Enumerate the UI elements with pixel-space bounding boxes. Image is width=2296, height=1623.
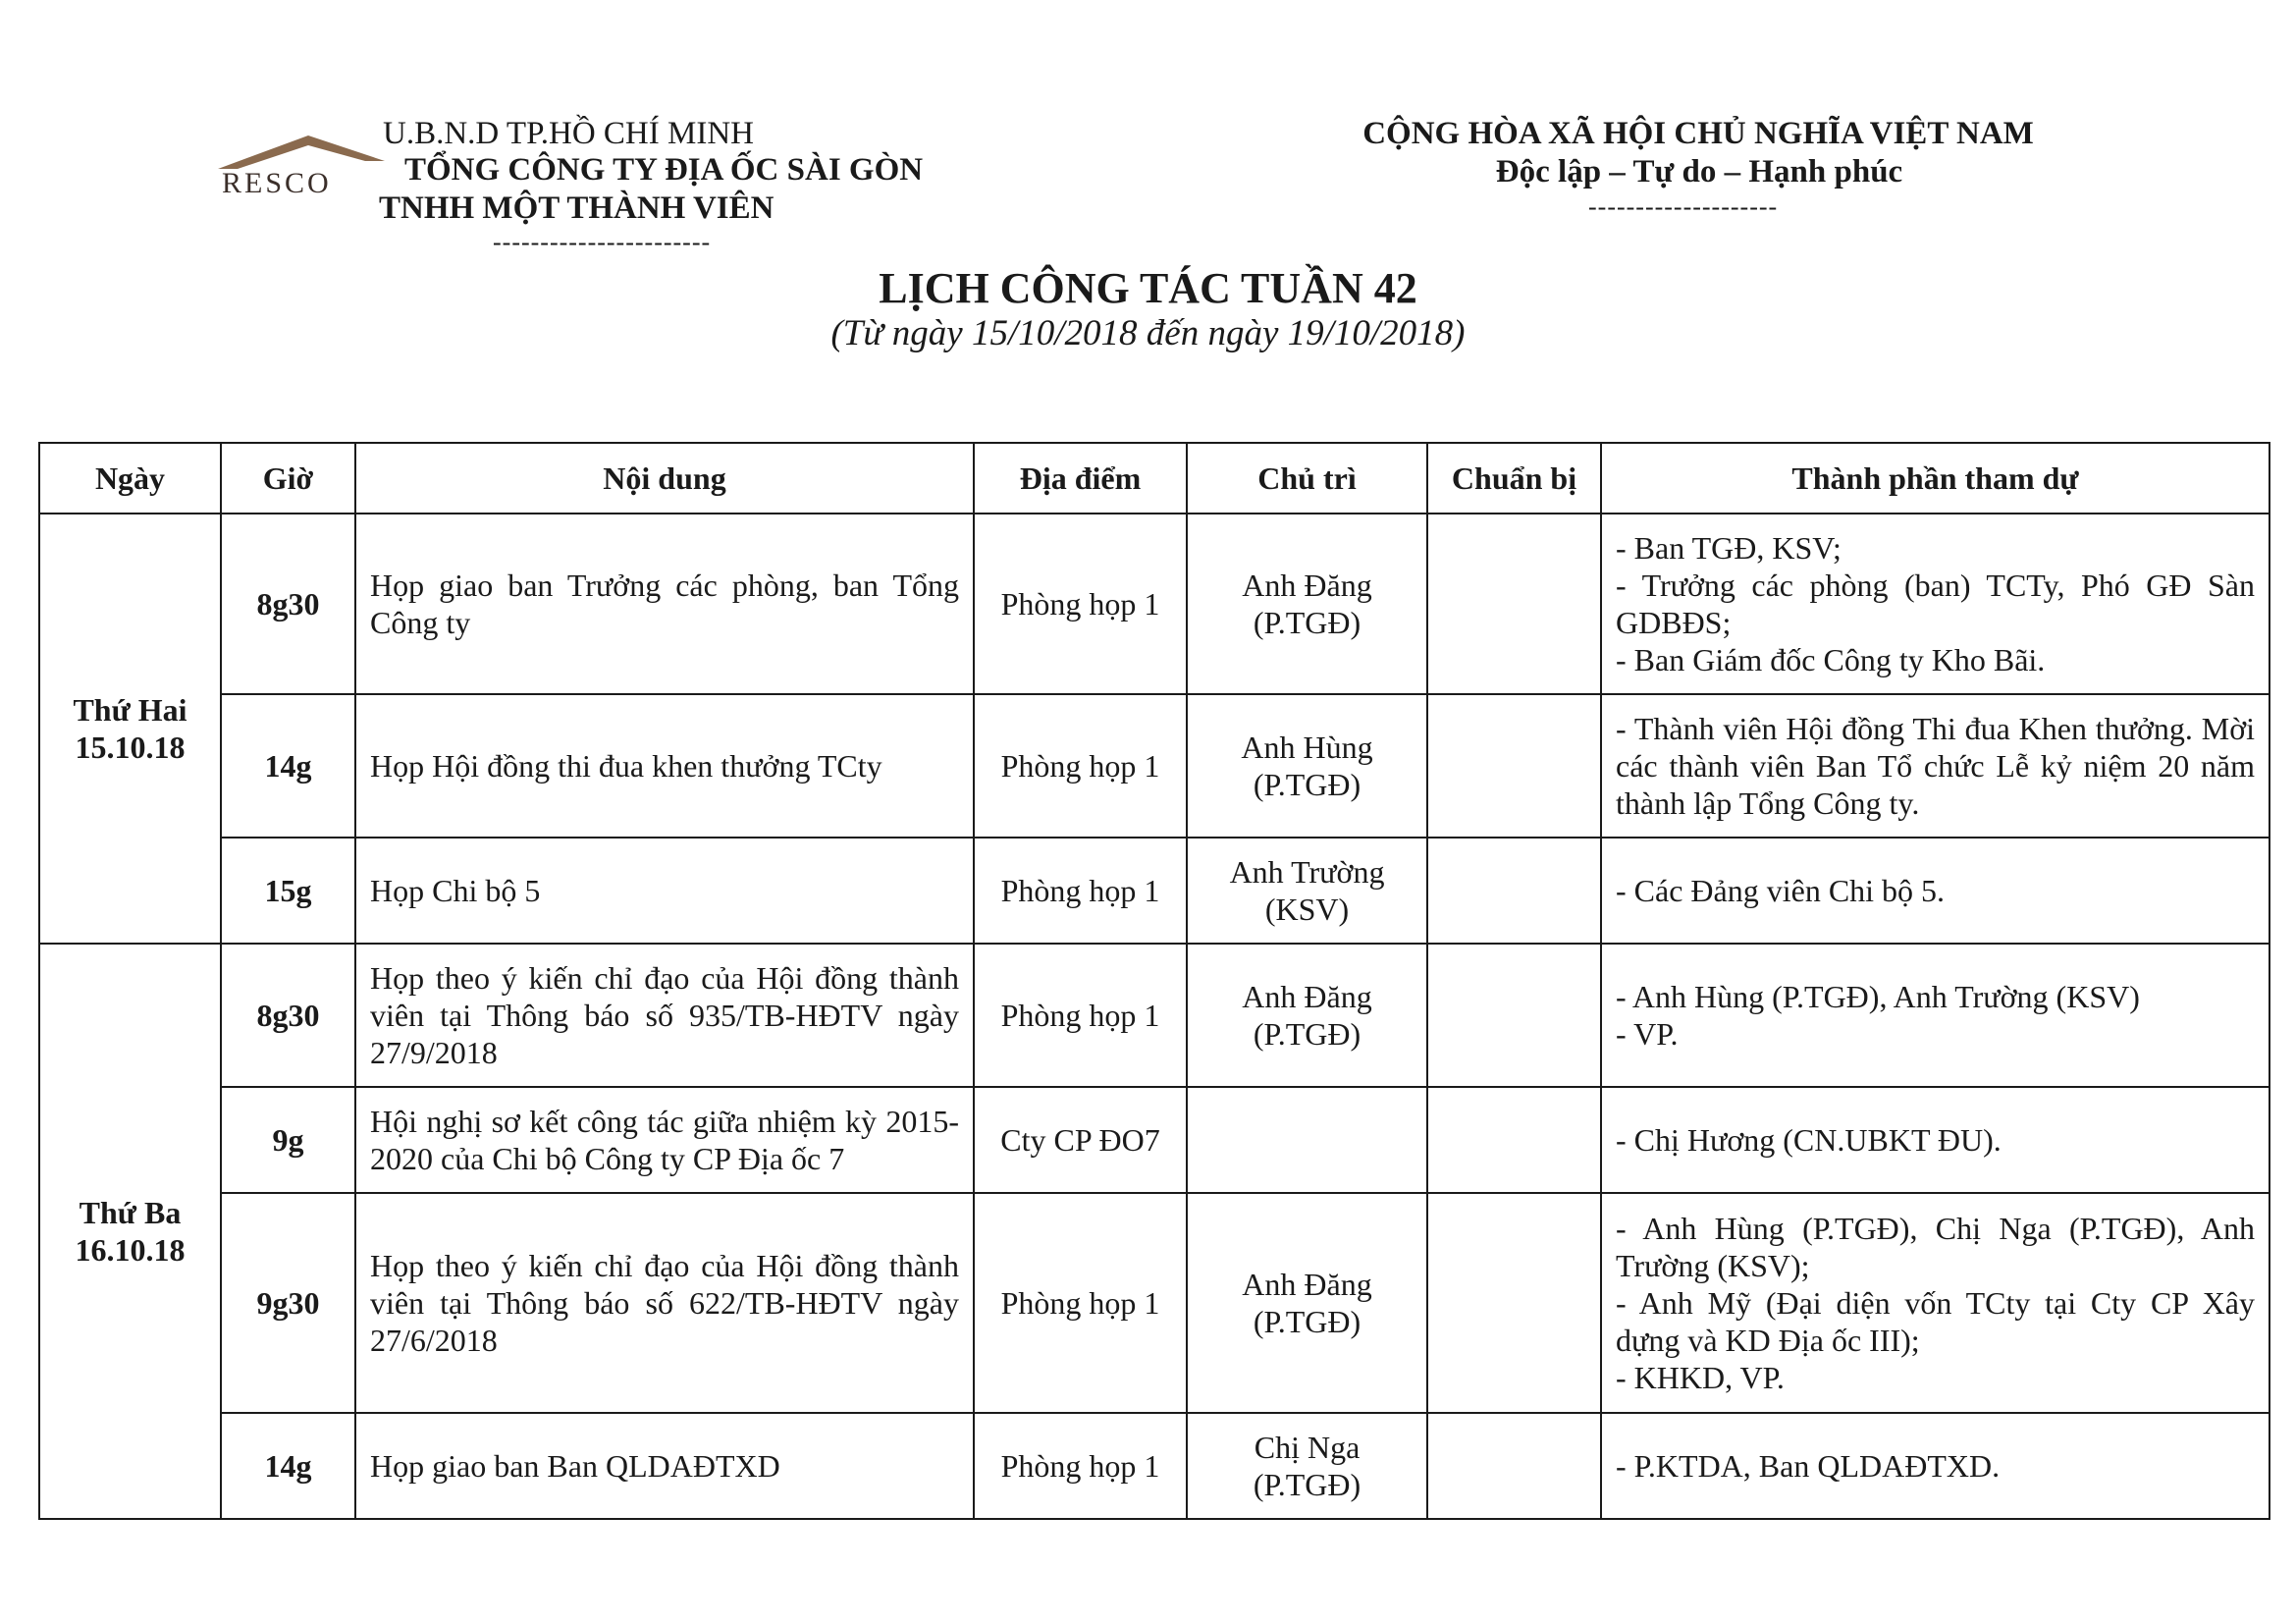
chair-role: (P.TGĐ) — [1253, 1016, 1362, 1052]
chair-role: (P.TGĐ) — [1253, 767, 1362, 802]
attendees-cell — [1601, 1087, 2269, 1193]
place-cell: Phòng họp 1 — [974, 1193, 1187, 1413]
place-cell: Phòng họp 1 — [974, 694, 1187, 838]
chair-role: (P.TGĐ) — [1253, 1304, 1362, 1339]
place-cell: Phòng họp 1 — [974, 514, 1187, 694]
place-cell: Cty CP ĐO7 — [974, 1087, 1187, 1193]
page-subtitle: (Từ ngày 15/10/2018 đến ngày 19/10/2018) — [830, 313, 1466, 353]
attendees-cell — [1601, 694, 2269, 838]
day-date: 16.10.18 — [75, 1232, 186, 1268]
chair-name: Anh Trường — [1229, 854, 1385, 890]
content-cell: Họp theo ý kiến chỉ đạo của Hội đồng thành viên tại Thông báo số 622/TB-HĐTV ngày 27/6/2018 — [355, 1193, 974, 1413]
attendee-line: - Ban TGĐ, KSV; — [1616, 530, 1842, 566]
header-content: Nội dung — [355, 443, 974, 514]
attendees-cell — [1601, 838, 2269, 944]
content-cell: Hội nghị sơ kết công tác giữa nhiệm kỳ 2015-2020 của Chi bộ Công ty CP Địa ốc 7 — [355, 1087, 974, 1193]
svg-text:RESCO: RESCO — [222, 167, 332, 194]
chair-role: (KSV) — [1264, 892, 1350, 927]
time-cell: 8g30 — [221, 514, 355, 694]
attendees-cell — [1601, 1193, 2269, 1413]
chair-name: Anh Đăng — [1242, 568, 1372, 603]
day-cell — [39, 944, 221, 1519]
attendee-line: - Anh Hùng (P.TGĐ), Anh Trường (KSV) — [1616, 979, 2140, 1014]
attendee-line: - Anh Hùng (P.TGĐ), Chị Nga (P.TGĐ), Anh Trường (KSV); — [1616, 1211, 2255, 1283]
time-cell: 14g — [221, 694, 355, 838]
attendee-line: - Ban Giám đốc Công ty Kho Bãi. — [1616, 642, 2046, 677]
chair-role: (P.TGĐ) — [1253, 605, 1362, 640]
attendee-line: - Trưởng các phòng (ban) TCTy, Phó GĐ Sàn GDBĐS; — [1616, 568, 2255, 640]
page-title: LỊCH CÔNG TÁC TUẦN 42 — [879, 264, 1417, 312]
attendee-line: - Thành viên Hội đồng Thi đua Khen thưởng. Mời các thành viên Ban Tổ chức Lễ kỷ niệm 20 năm thành lập Tổng Công ty. — [1616, 711, 2255, 821]
resco-logo — [218, 132, 385, 194]
chair-cell — [1187, 1193, 1427, 1413]
prep-cell — [1427, 838, 1601, 944]
attendees-cell — [1601, 1413, 2269, 1519]
time-cell: 9g30 — [221, 1193, 355, 1413]
header-prep: Chuẩn bị — [1427, 443, 1601, 514]
time-cell: 8g30 — [221, 944, 355, 1087]
table-row — [39, 1193, 2269, 1413]
schedule-table — [38, 442, 2270, 1520]
nation-divider: -------------------- — [1588, 192, 1779, 221]
nation-motto: Độc lập – Tự do – Hạnh phúc — [1495, 154, 1903, 189]
chair-cell — [1187, 838, 1427, 944]
table-header-row — [39, 443, 2269, 514]
chair-cell — [1187, 514, 1427, 694]
table-row — [39, 1087, 2269, 1193]
org-company: TỔNG CÔNG TY ĐỊA ỐC SÀI GÒN — [404, 152, 924, 188]
content-cell: Họp Hội đồng thi đua khen thưởng TCty — [355, 694, 974, 838]
place-cell: Phòng họp 1 — [974, 944, 1187, 1087]
prep-cell — [1427, 1413, 1601, 1519]
chair-name: Anh Hùng — [1241, 730, 1373, 765]
place-cell: Phòng họp 1 — [974, 838, 1187, 944]
prep-cell — [1427, 1193, 1601, 1413]
header-chair: Chủ trì — [1187, 443, 1427, 514]
content-cell: Họp giao ban Trưởng các phòng, ban Tổng Công ty — [355, 514, 974, 694]
header-day: Ngày — [39, 443, 221, 514]
chair-role: (P.TGĐ) — [1253, 1467, 1362, 1502]
chair-name: Chị Nga — [1254, 1430, 1361, 1465]
table-row — [39, 838, 2269, 944]
org-type: TNHH MỘT THÀNH VIÊN — [379, 190, 774, 226]
prep-cell — [1427, 694, 1601, 838]
day-cell — [39, 514, 221, 944]
org-divider: ----------------------- — [493, 228, 712, 256]
table-row — [39, 944, 2269, 1087]
attendee-line: - Chị Hương (CN.UBKT ĐU). — [1616, 1122, 2002, 1158]
table-row — [39, 514, 2269, 694]
attendee-line: - P.KTDA, Ban QLDAĐTXD. — [1616, 1448, 2001, 1484]
roof-logo-icon — [218, 132, 385, 194]
attendee-line: - Anh Mỹ (Đại diện vốn TCty tại Cty CP Xây dựng và KD Địa ốc III); — [1616, 1285, 2255, 1358]
prep-cell — [1427, 1087, 1601, 1193]
nation-title: CỘNG HÒA XÃ HỘI CHỦ NGHĨA VIỆT NAM — [1362, 116, 2034, 151]
attendee-line: - Các Đảng viên Chi bộ 5. — [1616, 873, 1946, 908]
table-row — [39, 694, 2269, 838]
time-cell: 9g — [221, 1087, 355, 1193]
day-name: Thứ Ba — [79, 1195, 182, 1230]
header-time: Giờ — [221, 443, 355, 514]
chair-name: Anh Đăng — [1242, 979, 1372, 1014]
attendee-line: - KHKD, VP. — [1616, 1360, 1785, 1395]
day-name: Thứ Hai — [73, 692, 187, 728]
place-cell: Phòng họp 1 — [974, 1413, 1187, 1519]
attendees-cell — [1601, 514, 2269, 694]
content-cell: Họp theo ý kiến chỉ đạo của Hội đồng thành viên tại Thông báo số 935/TB-HĐTV ngày 27/9/2018 — [355, 944, 974, 1087]
chair-name: Anh Đăng — [1242, 1267, 1372, 1302]
time-cell: 14g — [221, 1413, 355, 1519]
chair-cell — [1187, 1413, 1427, 1519]
header-attendees: Thành phần tham dự — [1601, 443, 2269, 514]
table-row — [39, 1413, 2269, 1519]
chair-cell — [1187, 1087, 1427, 1193]
content-cell: Họp giao ban Ban QLDAĐTXD — [355, 1413, 974, 1519]
chair-cell — [1187, 694, 1427, 838]
day-date: 15.10.18 — [75, 730, 186, 765]
header-place: Địa điểm — [974, 443, 1187, 514]
content-cell: Họp Chi bộ 5 — [355, 838, 974, 944]
org-city: U.B.N.D TP.HỒ CHÍ MINH — [383, 116, 755, 151]
attendees-cell — [1601, 944, 2269, 1087]
chair-cell — [1187, 944, 1427, 1087]
prep-cell — [1427, 944, 1601, 1087]
attendee-line: - VP. — [1616, 1016, 1679, 1052]
prep-cell — [1427, 514, 1601, 694]
time-cell: 15g — [221, 838, 355, 944]
